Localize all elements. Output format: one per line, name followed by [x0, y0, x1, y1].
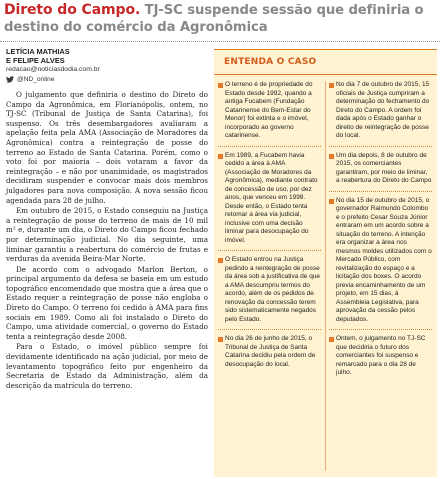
header-divider — [0, 41, 440, 42]
bullet-square-icon — [218, 337, 223, 342]
article-paragraph: De acordo com o advogado Marlon Berton, o principal argumento da defesa se baseia em um estudo topográfico encomendado que mostra que a área que o Estado requer a reintegração de posse não engloba o Direto do Campo. O terreno foi cedido à AMA para fins sociais em 1989. Como ali foi instalado o Direto do Campo, uma atividade comercial, o governo do Estado tenta a reintegração desde 2008. — [6, 264, 208, 341]
fact-divider — [218, 329, 321, 330]
headline — [4, 2, 438, 36]
byline-handle — [6, 75, 208, 84]
case-header — [214, 49, 437, 75]
case-fact-text: Ontem, o julgamento no TJ-SC que decidiria o futuro dos comerciantes foi suspenso e remarcado para o dia 28 de julho. — [336, 335, 426, 376]
article-paragraph: O julgamento que definiria o destino do Direto do Campo da Agronômica, em Florianópolis, ontem, no TJ-SC (Tribunal de Justiça de Santa Catarina), foi suspenso. Os três desembargadores avaliaram a apelação feita pela AMA (Associação de Moradores da Agronômica) contra a reintegração de posse do terreno ao Estado de Santa Catarina. Porém, como o voto foi por maioria – dois votaram a favor da reintegração – e não por unanimidade, os magistrados decidiram suspender e convocar mais dois membros julgadores para nova composição. A nova sessão ficou agendada para 28 de julho. — [6, 90, 208, 205]
bullet-square-icon — [329, 83, 334, 88]
case-fact-text: No dia 15 de outubro de 2015, o governador Raimundo Colombo e o prefeito Cesar Souza Júnior entraram em um acordo sobre a situação do terreno. A intenção era organizar a área nos mesmos moldes utilizados com o Mercado Público, com revitalização do espaço e a licitação dos boxes. O acordo previa encaminhamento de um projeto, em 15 dias, à Assembleia Legislativa, para aprovação da cessão pelos deputados. — [336, 196, 432, 323]
case-fact — [218, 256, 321, 324]
bullet-square-icon — [218, 83, 223, 88]
case-fact — [218, 335, 321, 369]
bullet-square-icon — [329, 154, 334, 159]
case-column-left — [218, 81, 321, 374]
case-sidebar — [214, 49, 437, 477]
article-body — [6, 90, 208, 390]
case-title: ENTENDA O CASO — [224, 57, 317, 67]
byline-email: redacao@noticiasdodia.com.br — [6, 66, 100, 73]
case-fact — [329, 335, 432, 378]
fact-divider — [329, 191, 432, 192]
article-paragraph: Para o Estado, o imóvel público sempre foi devidamente identificado na ação judicial, por meio de levantamento topográfico feito por engenheiro da Secretaria de Estado da Administração, além da descrição da matrícula do terreno. — [6, 342, 208, 390]
bullet-square-icon — [218, 154, 223, 159]
bullet-square-icon — [329, 199, 334, 204]
twitter-bird-icon — [6, 76, 14, 83]
fact-divider — [329, 329, 432, 330]
byline-authors-2: E FELIPE ALVES — [6, 56, 65, 65]
headline-text: TJ-SC suspende sessão que definiria o destino do comércio da Agronômica — [4, 3, 424, 35]
fact-divider — [218, 250, 321, 251]
case-fact-text: No dia 7 de outubro de 2015, 15 oficiais de Justiça cumpriram a determinação do fechamento do Direto do Campo. A ordem foi dada após o Estado ganhar o direito de reintegração de posse do local. — [336, 81, 430, 139]
fact-divider — [218, 146, 321, 147]
case-column-right — [329, 81, 432, 383]
case-fact-text: O terreno é de propriedade do Estado desde 1992, quando a antiga Fucabem (Fundação Catarinense do Bem-Estar do Menor) foi extinta e o imóvel, incorporado ao governo catarinense. — [225, 81, 313, 139]
case-fact-text: No dia 26 de junho de 2015, o Tribunal de Justiça de Santa Catarina decidiu pela ordem de desocupação do local. — [225, 335, 316, 368]
case-fact-text: O Estado entrou na Justiça pedindo a reintegração de posse da área sob a justificativa de que a AMA descumpriu termos do acordo, além de os pedidos de renovação da concessão terem sido sistematicamente negados pelo Estado. — [225, 256, 321, 323]
handle-text: @ND_online — [17, 76, 55, 83]
case-fact — [329, 197, 432, 325]
case-fact — [218, 81, 321, 141]
headline-kicker: Direto do Campo. — [4, 2, 141, 18]
case-fact — [218, 152, 321, 246]
column-divider — [325, 81, 326, 471]
case-fact-text: Um dia depois, 8 de outubro de 2015, os comerciantes garantiram, por meio de liminar, a reabertura do Direto do Campo — [336, 151, 432, 184]
case-fact — [329, 152, 432, 186]
byline-authors-1: LETÍCIA MATHIAS — [6, 47, 70, 56]
case-fact-text: Em 1989, a Fucabem havia cedido a área à AMA (Associação de Moradores da Agronômica), mediante contrato de concessão de uso, por dez anos, que venceu em 1999. Desde então, o Estado tenta retomar a área via judicial, inclusive com uma decisão liminar para desocupação do imóvel. — [225, 151, 318, 244]
article-paragraph: Em outubro de 2015, o Estado conseguiu na Justiça a reintegração de posse do terreno de mais de 10 mil m² e, durante um dia, o Direto do Campo ficou fechado por determinação judicial. No dia seguinte, uma liminar garantiu a reabertura do comércio de frutas e verduras da avenida Beira-Mar Norte. — [6, 206, 208, 264]
fact-divider — [329, 146, 432, 147]
case-fact — [329, 81, 432, 141]
bullet-square-icon — [329, 337, 334, 342]
bullet-square-icon — [218, 258, 223, 263]
article-column — [6, 47, 208, 391]
